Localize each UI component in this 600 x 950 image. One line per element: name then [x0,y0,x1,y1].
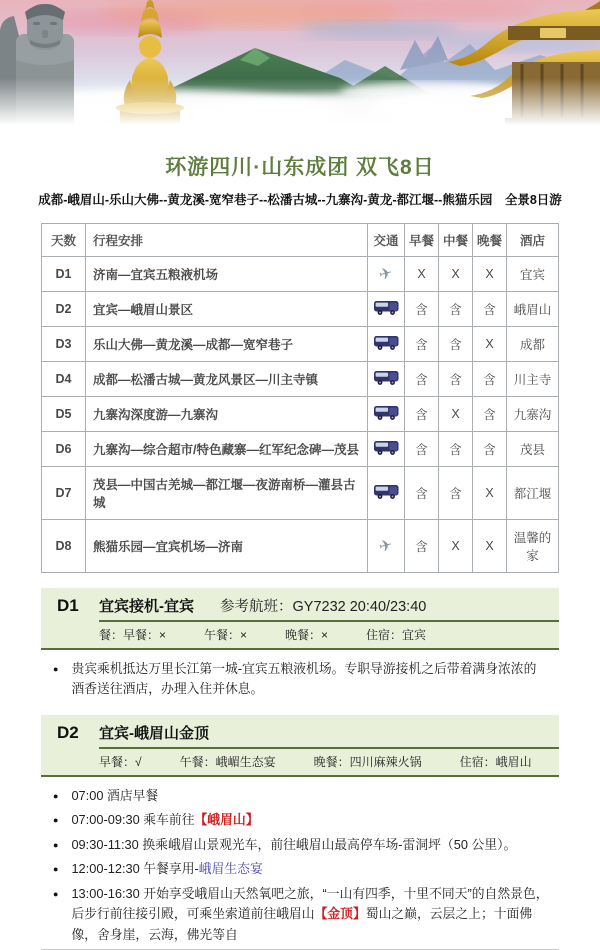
lunch-cell: X [439,520,473,573]
bus-icon [373,375,400,389]
bottom-fade [0,78,600,125]
day-section-d1 [41,588,559,650]
hotel-cell: 九寨沟 [507,397,559,432]
transport-cell [368,257,405,292]
meal-item: 晚餐：四川麻辣火锅 [313,754,422,769]
breakfast-cell: 含 [405,292,439,327]
breakfast-cell: 含 [405,432,439,467]
meal-item: 早餐：√ [99,754,142,769]
plane-icon: ✈ [377,264,395,285]
meal-item: 住宿：峨眉山 [459,754,532,769]
dinner-cell: X [473,467,507,520]
table-row [42,327,559,362]
route-cell: 九寨沟深度游—九寨沟 [86,397,368,432]
day-cell: D8 [42,520,86,573]
bus-icon [373,410,400,424]
breakfast-cell: 含 [405,397,439,432]
itinerary-table [41,223,559,573]
table-header-row [42,224,559,257]
col-header-dinner: 晚餐 [473,224,507,257]
meal-item: 餐：早餐：× [99,628,167,642]
transport-cell [368,362,405,397]
meal-item: 午餐：峨嵋生态宴 [179,754,276,769]
lunch-cell: 含 [439,362,473,397]
bullet-dot: ● [53,815,59,826]
hotel-cell: 都江堰 [507,467,559,520]
breakfast-cell: 含 [405,327,439,362]
meals-row [99,622,559,648]
itinerary-bullet [53,810,549,830]
hotel-cell: 茂县 [507,432,559,467]
plane-icon: ✈ [377,536,395,557]
table-row [42,257,559,292]
section-day-label: D2 [57,722,79,742]
breakfast-cell: 含 [405,467,439,520]
day-d2-bullets [41,786,559,945]
meals-row [99,749,559,775]
flight-info: 参考航班：GY7232 20:40/23:40 [220,599,427,615]
bullet-dot: ● [53,888,59,899]
hero-photo-montage [0,0,600,125]
table-row [42,362,559,397]
route-cell: 九寨沟—综合超市/特色藏寨—红军纪念碑—茂县 [86,432,368,467]
dinner-cell: X [473,257,507,292]
text-segment-blue: 峨眉生态宴 [198,861,263,877]
col-header-hotel: 酒店 [507,224,559,257]
dinner-cell: X [473,327,507,362]
bullet-text [71,859,262,879]
itinerary-bullet [53,786,549,806]
col-header-route: 行程安排 [86,224,368,257]
bullet-dot: ● [53,664,59,674]
bullet-text [71,810,258,830]
bullet-dot: ● [53,790,59,801]
meal-item: 午餐：× [204,628,248,642]
bus-icon [373,445,400,459]
route-cell: 茂县—中国古羌城—都江堰—夜游南桥—灌县古城 [86,467,368,520]
dinner-cell: 含 [473,362,507,397]
hotel-cell: 川主寺 [507,362,559,397]
day-section-d2 [41,715,559,777]
route-cell: 熊猫乐园—宜宾机场—济南 [86,520,368,573]
itinerary-bullet [53,884,549,945]
bullet-text [71,884,549,945]
table-row [42,432,559,467]
lunch-cell: X [439,397,473,432]
col-header-days: 天数 [42,224,86,257]
bullet-dot: ● [53,864,59,875]
route-subtitle: 成都-峨眉山-乐山大佛--黄龙溪-宽窄巷子--松潘古城--九寨沟-黄龙-都江堰--熊猫乐园 全景8日游 [38,193,562,207]
hotel-cell: 成都 [507,327,559,362]
day-cell: D7 [42,467,86,520]
itinerary-bullet [53,659,549,700]
table-row [42,292,559,327]
itinerary-bullet [53,859,549,879]
col-header-breakfast: 早餐 [405,224,439,257]
hotel-cell: 峨眉山 [507,292,559,327]
bullet-dot: ● [53,839,59,850]
bus-icon [373,489,400,503]
day-cell: D4 [42,362,86,397]
page-title: 环游四川·山东成团 双飞8日 [165,156,435,179]
breakfast-cell: 含 [405,520,439,573]
text-segment-normal: 贵宾乘机抵达万里长江第一城-宜宾五粮液机场。专职导游接机之后带着满身浓浓的酒香送往酒店，办理入住并休息。 [71,661,537,697]
table-row [42,397,559,432]
day-d1-bullets [41,659,559,700]
day-cell: D1 [42,257,86,292]
section-title: 宜宾-峨眉山金顶 [99,724,209,742]
col-header-lunch: 中餐 [439,224,473,257]
bus-icon [373,305,400,319]
lunch-cell: 含 [439,292,473,327]
dinner-cell: 含 [473,292,507,327]
table-row [42,520,559,573]
day-cell: D5 [42,397,86,432]
text-segment-red: 【金顶】 [314,906,366,922]
lunch-cell: 含 [439,327,473,362]
breakfast-cell: X [405,257,439,292]
transport-cell [368,327,405,362]
table-row [42,467,559,520]
dinner-cell: X [473,520,507,573]
day-cell: D3 [42,327,86,362]
meal-item: 住宿：宜宾 [366,628,427,642]
text-segment-normal: 蜀山之巅，云层之上；十面佛像，舍身崖，云海，佛光等自 [71,906,533,942]
route-cell: 济南—宜宾五粮液机场 [86,257,368,292]
meal-item: 晚餐：× [285,628,329,642]
route-cell: 乐山大佛—黄龙溪—成都—宽窄巷子 [86,327,368,362]
text-segment-normal: 09:30-11:30 换乘峨眉山景观光车，前往峨眉山最高停车场-雷洞坪（50 公里）。 [71,836,517,852]
section-title: 宜宾接机-宜宾 [99,598,194,615]
bullet-text [71,659,549,700]
bus-icon [373,340,400,354]
text-segment-normal: 07:00-09:30 乘车前往 [71,812,195,828]
col-header-transport: 交通 [368,224,405,257]
hotel-cell: 温馨的家 [507,520,559,573]
transport-cell [368,467,405,520]
route-cell: 宜宾—峨眉山景区 [86,292,368,327]
bullet-text [71,835,516,855]
day-cell: D2 [42,292,86,327]
dinner-cell: 含 [473,397,507,432]
text-segment-normal: 12:00-12:30 午餐享用- [71,861,199,877]
route-cell: 成都—松潘古城—黄龙风景区—川主寺镇 [86,362,368,397]
hotel-cell: 宜宾 [507,257,559,292]
dinner-cell: 含 [473,432,507,467]
lunch-cell: 含 [439,467,473,520]
bullet-text [71,786,158,806]
transport-cell [368,397,405,432]
transport-cell [368,432,405,467]
text-segment-normal: 07:00 酒店早餐 [71,787,159,803]
lunch-cell: X [439,257,473,292]
lunch-cell: 含 [439,432,473,467]
text-segment-red: 【峨眉山】 [194,812,259,828]
day-cell: D6 [42,432,86,467]
text-segment-normal: 13:00-16:30 开始享受峨眉山天然氧吧之旅，“一山有四季，十里不同天”的自然景色，后步行前往接引殿，可乘坐索道前往峨眉山 [71,885,549,922]
transport-cell [368,520,405,573]
breakfast-cell: 含 [405,362,439,397]
transport-cell [368,292,405,327]
itinerary-bullet [53,835,549,855]
section-day-label: D1 [57,596,79,615]
